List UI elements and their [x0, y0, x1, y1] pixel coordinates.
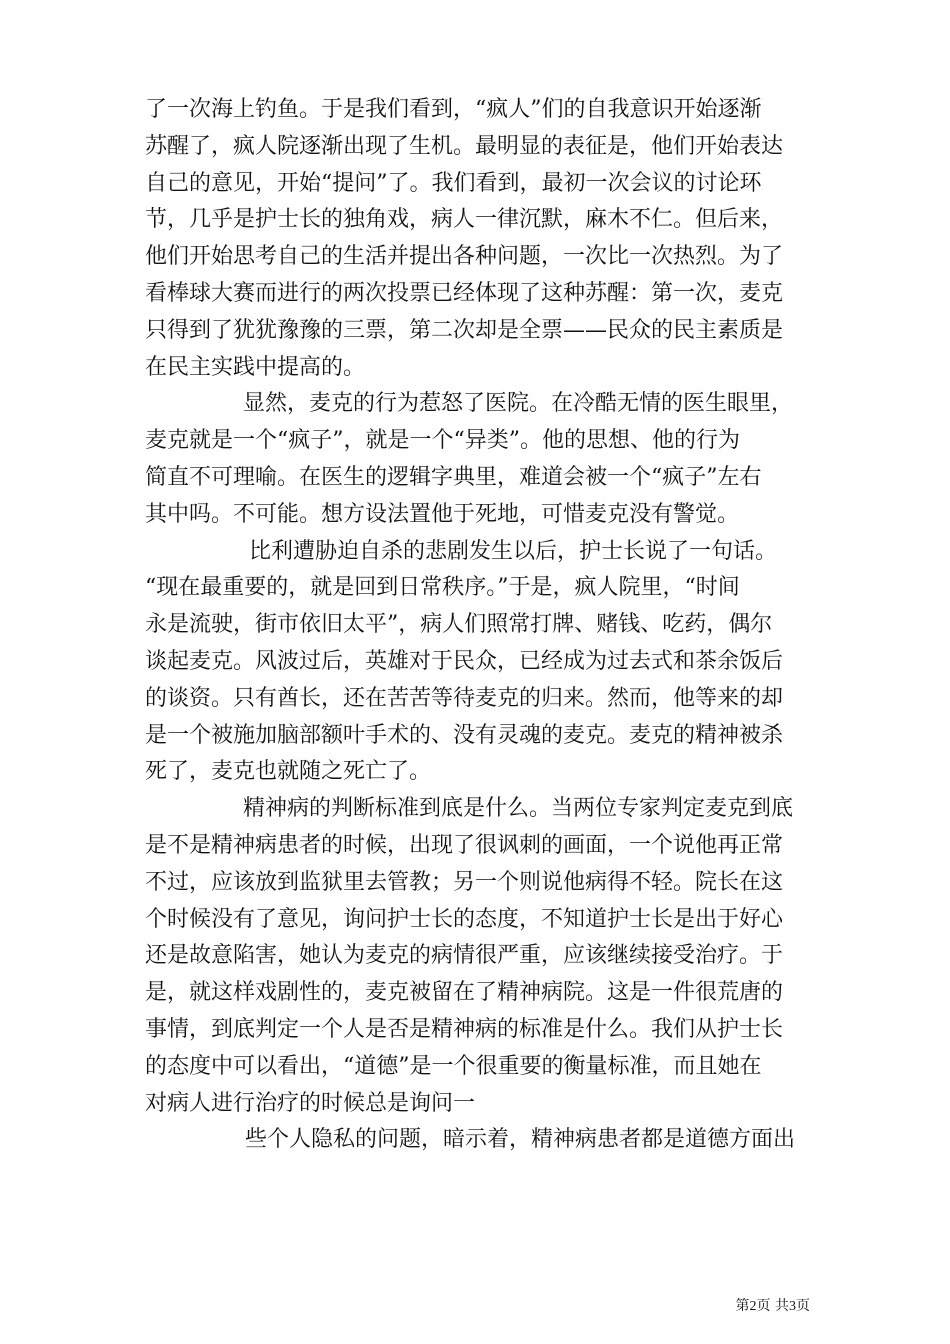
- paragraph-2: [145, 386, 810, 533]
- text-line: 还是故意陷害，她认为麦克的病情很严重，应该继续接受治疗。于: [145, 943, 784, 969]
- footer-middle: 页 共: [756, 1298, 789, 1314]
- text-line: 是不是精神病患者的时候，出现了很讽刺的画面，一个说他再正常: [145, 832, 784, 858]
- text-line: 了一次海上钓鱼。于是我们看到，“疯人”们的自我意识开始逐渐: [145, 97, 762, 122]
- paragraph-1: [145, 92, 810, 386]
- text-line: 他们开始思考自己的生活并提出各种问题，一次比一次热烈。为了: [145, 244, 784, 270]
- text-line: 对病人进行治疗的时候总是询问一: [145, 1090, 476, 1116]
- text-line: 只得到了犹犹豫豫的三票，第二次却是全票——民众的民主素质是: [145, 317, 784, 343]
- text-line: 在民主实践中提高的。: [145, 354, 366, 380]
- text-line: 是，就这样戏剧性的，麦克被留在了精神病院。这是一件很荒唐的: [145, 980, 784, 1006]
- text-line: 自己的意见，开始“提问”了。我们看到，最初一次会议的讨论环: [145, 170, 762, 196]
- text-line: 节，几乎是护士长的独角戏，病人一律沉默，麻木不仁。但后来，: [145, 207, 784, 233]
- text-line: 个时候没有了意见，询问护士长的态度，不知道护士长是出于好心: [145, 906, 784, 932]
- total-page-number: 3: [789, 1299, 796, 1314]
- text-line: 事情，到底判定一个人是否是精神病的标准是什么。我们从护士长: [145, 1016, 784, 1042]
- text-line: 简直不可理喻。在医生的逻辑字典里，难道会被一个“疯子”左右: [145, 464, 762, 490]
- body-text: [145, 92, 810, 1159]
- text-line: 死了，麦克也就随之死亡了。: [145, 759, 432, 785]
- paragraph-3: [145, 534, 810, 792]
- text-line: 比利遭胁迫自杀的悲剧发生以后，护士长说了一句话。: [249, 538, 778, 564]
- current-page-number: 2: [749, 1299, 757, 1314]
- text-line: 其中吗。不可能。想方设法置他于死地，可惜麦克没有警觉。: [145, 501, 740, 527]
- page-number-footer: [700, 1297, 810, 1316]
- text-line: “现在最重要的，就是回到日常秩序。”于是，疯人院里，“时间: [145, 575, 740, 601]
- text-line: 永是流驶，街市依旧太平”，病人们照常打牌、赌钱、吃药，偶尔: [145, 612, 773, 638]
- text-line: 的谈资。只有酋长，还在苦苦等待麦克的归来。然而，他等来的却: [145, 685, 784, 711]
- paragraph-5: [145, 1122, 810, 1159]
- text-line: 苏醒了，疯人院逐渐出现了生机。最明显的表征是，他们开始表达: [145, 133, 784, 159]
- text-line: 显然，麦克的行为惹怒了医院。在冷酷无情的医生眼里，: [243, 391, 794, 417]
- paragraph-4: [145, 791, 810, 1122]
- text-line: 些个人隐私的问题，暗示着，精神病患者都是道德方面出: [245, 1127, 796, 1153]
- text-line: 的态度中可以看出，“道德”是一个很重要的衡量标准，而且她在: [145, 1053, 762, 1079]
- text-line: 精神病的判断标准到底是什么。当两位专家判定麦克到底: [243, 796, 794, 822]
- text-line: 是一个被施加脑部额叶手术的、没有灵魂的麦克。麦克的精神被杀: [145, 722, 784, 748]
- text-line: 麦克就是一个“疯子”，就是一个“异类”。他的思想、他的行为: [145, 428, 740, 454]
- footer-suffix: 页: [796, 1298, 810, 1314]
- footer-prefix: 第: [735, 1298, 750, 1314]
- text-line: 不过，应该放到监狱里去管教；另一个则说他病得不轻。院长在这: [145, 869, 784, 895]
- text-line: 看棒球大赛而进行的两次投票已经体现了这种苏醒：第一次，麦克: [145, 280, 784, 306]
- text-line: 谈起麦克。风波过后，英雄对于民众，已经成为过去式和茶余饭后: [145, 648, 784, 674]
